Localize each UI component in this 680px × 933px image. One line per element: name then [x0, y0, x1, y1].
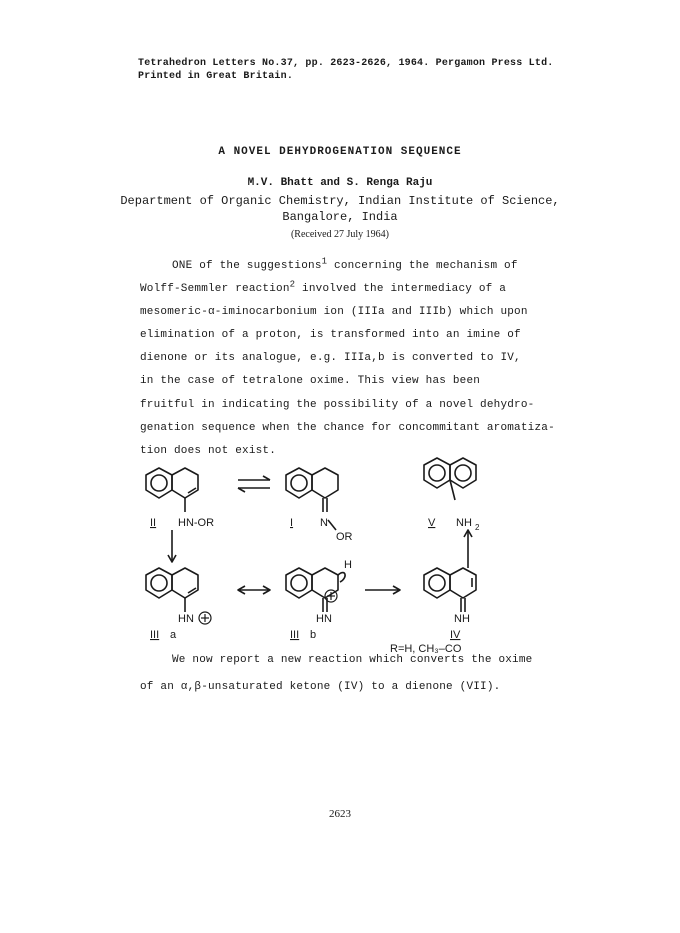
line-text: Wolff-Semmler reaction	[140, 283, 290, 295]
authors: M.V. Bhatt and S. Renga Raju	[247, 177, 433, 189]
structure-V	[424, 458, 476, 500]
sub-I-N: N	[320, 517, 328, 529]
sub-I-OR: OR	[336, 531, 353, 543]
paragraph-1-line	[140, 329, 521, 341]
sub-IV: NH	[454, 613, 470, 625]
line-text: concerning the mechanism of	[327, 260, 518, 272]
paragraph-1-line	[172, 256, 518, 272]
paragraph-1-line	[140, 352, 521, 364]
sub-IIIa: HN	[178, 613, 194, 625]
label-IIIb-suffix: b	[310, 629, 317, 641]
affiliation-line-1: Department of Organic Chemistry, Indian Institute of Science,	[120, 194, 560, 208]
line-text: genation sequence when the chance for concommitant aromatiza-	[140, 422, 555, 434]
structure-II	[146, 468, 198, 512]
footnote-ref: 2	[289, 279, 296, 290]
sub-IIIb: HN	[316, 613, 332, 625]
sub-V-2: 2	[475, 523, 480, 532]
printed-in: Printed in Great Britain.	[138, 71, 294, 82]
line-text: involved the intermediacy of a	[295, 283, 507, 295]
line-text: in the case of tetralone oxime. This view has been	[140, 375, 481, 387]
paragraph-1-line	[140, 306, 528, 318]
line-text: ONE of the suggestions	[172, 260, 322, 272]
line-text: fruitful in indicating the possibility of a novel dehydro-	[140, 399, 535, 411]
paragraph-2-line-2: of an α,β-unsaturated ketone (IV) to a dienone (VII).	[140, 681, 501, 693]
line-text: dienone or its analogue, e.g. IIIa,b is converted to IV,	[140, 352, 521, 364]
line-text: mesomeric-α-iminocarbonium ion (IIIa and IIIb) which upon	[140, 306, 528, 318]
line-text: elimination of a proton, is transformed into an imine of	[140, 329, 521, 341]
footnote-ref: 1	[321, 256, 328, 267]
label-IV: IV	[450, 629, 461, 641]
paragraph-1-line	[140, 279, 507, 295]
paragraph-1-line	[140, 422, 555, 434]
affiliation-line-2: Bangalore, India	[282, 210, 398, 224]
paragraph-1-line	[140, 375, 480, 387]
label-I: I	[290, 517, 294, 529]
r-definition: R=H, CH₃–CO	[390, 643, 462, 655]
article-title: A NOVEL DEHYDROGENATION SEQUENCE	[218, 146, 462, 158]
page-number: 2623	[329, 808, 351, 820]
structure-I	[286, 468, 338, 530]
h-label: H	[344, 559, 352, 571]
label-II: II	[150, 517, 157, 529]
label-IIIa: III	[150, 629, 160, 641]
structure-IIIa	[146, 568, 198, 612]
reaction-scheme	[130, 450, 550, 680]
label-V: V	[428, 517, 436, 529]
label-IIIb: III	[290, 629, 300, 641]
structure-IV	[424, 568, 476, 612]
label-IIIa-suffix: a	[170, 629, 177, 641]
sub-II: HN-OR	[178, 517, 215, 529]
paragraph-1-line	[140, 399, 534, 411]
line-text: tion does not exist.	[140, 445, 277, 457]
journal-citation: Tetrahedron Letters No.37, pp. 2623-2626, 1964. Pergamon Press Ltd.	[138, 58, 554, 69]
structure-IIIb	[286, 568, 345, 612]
received-date: (Received 27 July 1964)	[290, 229, 390, 240]
paragraph-2-line-1: We now report a new reaction which converts the oxime	[172, 654, 533, 666]
sub-V: NH	[456, 517, 472, 529]
